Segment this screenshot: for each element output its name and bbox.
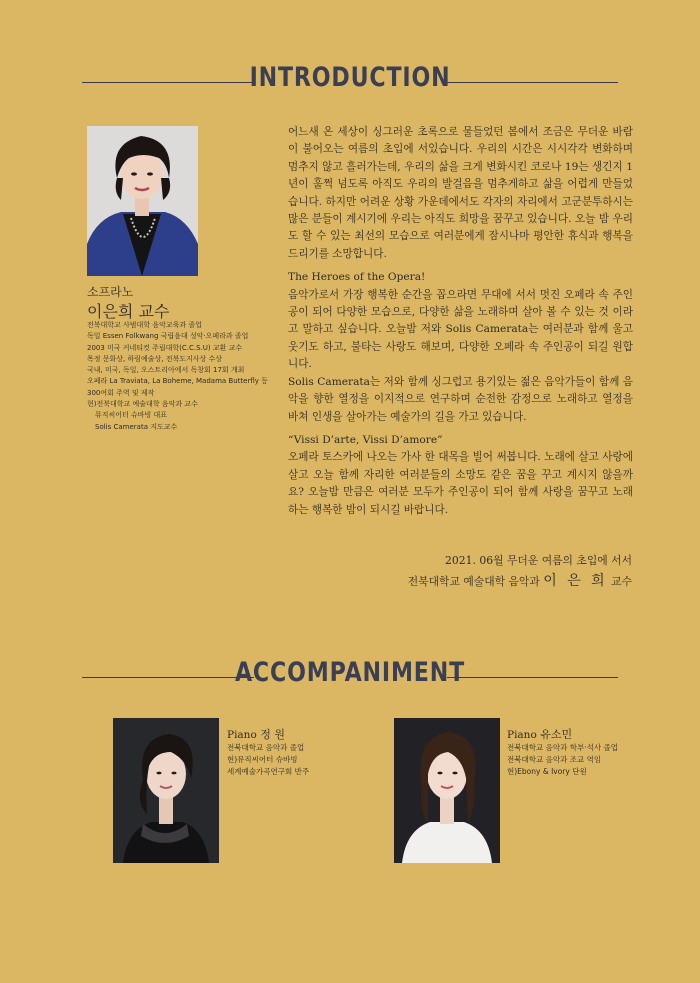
- bio-item: 2003 미국 커네티컷 주립대학(C.C.S.U) 교환 교수: [87, 343, 243, 352]
- vissi-heading: “Vissi D’arte, Vissi D’amore”: [288, 433, 443, 446]
- vissi-paragraph: 오페라 토스카에 나오는 가사 한 대목을 빌어 써봅니다. 노래에 살고 사랑에 살고 오늘 함께 자리한 여러분들의 소망도 같은 꿈을 꾸고 계시지 않을까요? 오늘밤 만큼은 여러분 모두가 주인공이 되어 함께 사랑을 꿈꾸고 노래하는 행복한 밤이 되시길 바랍니다.: [288, 451, 633, 516]
- introduction-title: INTRODUCTION: [249, 62, 451, 93]
- heroes-heading: The Heroes of the Opera!: [288, 271, 426, 284]
- pianist-bio-list: [507, 742, 618, 778]
- signature-prefix: 전북대학교 예술대학 음악과: [407, 575, 540, 588]
- professor-photo: [87, 126, 198, 276]
- pianist-label: [227, 726, 285, 742]
- bio-item: 목정 문화상, 하림예술상, 전북도지사상 수상: [87, 354, 223, 363]
- pianist-name: 유소민: [540, 728, 573, 741]
- bio-item: 독일 Essen Folkwang 국립음대 성악·오페라과 졸업: [87, 332, 249, 341]
- pianist-instrument: Piano: [507, 729, 537, 741]
- bio-item: Solis Camerata 지도교수: [95, 422, 178, 431]
- introduction-header: [0, 62, 700, 102]
- signature-suffix: 교수: [611, 575, 632, 588]
- bio-item: 현)Ebony & Ivory 단원: [507, 767, 587, 776]
- pianist-name: 정 원: [260, 728, 286, 741]
- signature-name: 이 은 희: [543, 573, 608, 589]
- signature-line: [408, 570, 632, 590]
- accompaniment-header: [0, 657, 700, 697]
- intro-paragraph: 어느새 온 세상이 싱그러운 초록으로 물들었던 봄에서 조금은 무더운 바람이 불어오는 여름의 초입에 서있습니다. 우리의 시간은 시시각각 변화하며 멈추지 않고 흘러가는데, 우리의 삶을 크게 변화시킨 코로나 19는 생긴지 1년이 훌쩍 넘도록 아직도 우리의 발걸음을 멈추게하고 삶을 어렵게 만들었습니다. 하지만 어려운 상황 가운데에서도 각자의 자리에서 고군분투하시는 많은 분들이 계시기에 우리는 아직도 희망을 꿈꾸고 있습니다. 오늘 밤 우리도 할 수 있는 최선의 모습으로 여러분에게 잠시나마 평안한 휴식과 행복을 드리기를 소망합니다.: [288, 126, 633, 260]
- professor-bio-list: [87, 320, 277, 433]
- bio-item: 전북대학교 음악과 조교 역임: [507, 755, 602, 764]
- pianist-instrument: Piano: [227, 729, 257, 741]
- bio-item: 뮤직씨어터 슈바빙 대표: [95, 411, 168, 420]
- bio-item: 전북대학교 사범대학 음악교육과 졸업: [87, 321, 202, 329]
- pianist-photo: [394, 718, 500, 863]
- bio-item: 전북대학교 음악과 학부·석사 졸업: [507, 743, 618, 752]
- bio-item: 전북대학교 음악과 졸업: [227, 743, 305, 752]
- pianist-bio-list: [227, 742, 309, 778]
- date-line: 2021. 06월 무더운 여름의 초입에 서서: [445, 554, 632, 567]
- accompaniment-title: ACCOMPANIMENT: [234, 657, 466, 688]
- solis-paragraph: Solis Camerata는 저와 함께 싱그럽고 용기있는 젊은 음악가들이 함께 음악을 향한 열정을 이지적으로 연구하며 순전한 감정으로 노래하고 열정을 바쳐 인생을 살아가는 예술가의 길을 가고 있습니다.: [288, 375, 633, 423]
- bio-item: 오페라 La Traviata, La Boheme, Madama Butterfly 등: [87, 377, 268, 386]
- professor-role: 소프라노: [87, 285, 134, 299]
- heroes-paragraph: 음악가로서 가장 행복한 순간을 꼽으라면 무대에 서서 멋진 오페라 속 주인공이 되어 다양한 모습으로, 다양한 삶을 노래하며 살아 볼 수 있는 것 이라고 말하고 싶습니다. 오늘밤 저와 Solis Camerata는 여러분과 함께 울고 웃기도 하고, 불타는 사랑도 해보며, 다양한 오페라 속 주인공이 되길 원합니다.: [288, 288, 633, 371]
- pianist-label: [507, 726, 572, 742]
- bio-item: 국내, 미국, 독일, 오스트리아에서 독창회 17회 개최: [87, 366, 245, 375]
- bio-item: 현)뮤직씨어터 슈바빙: [227, 755, 298, 764]
- introduction-body: [288, 124, 633, 524]
- professor-name: 이은희 교수: [87, 302, 170, 321]
- pianist-photo: [113, 718, 219, 863]
- bio-item: 300여회 주역 및 제작: [87, 388, 155, 397]
- bio-item: 현)전북대학교 예술대학 음악과 교수: [87, 400, 198, 409]
- bio-item: 세계예술가곡연구회 반주: [227, 767, 310, 776]
